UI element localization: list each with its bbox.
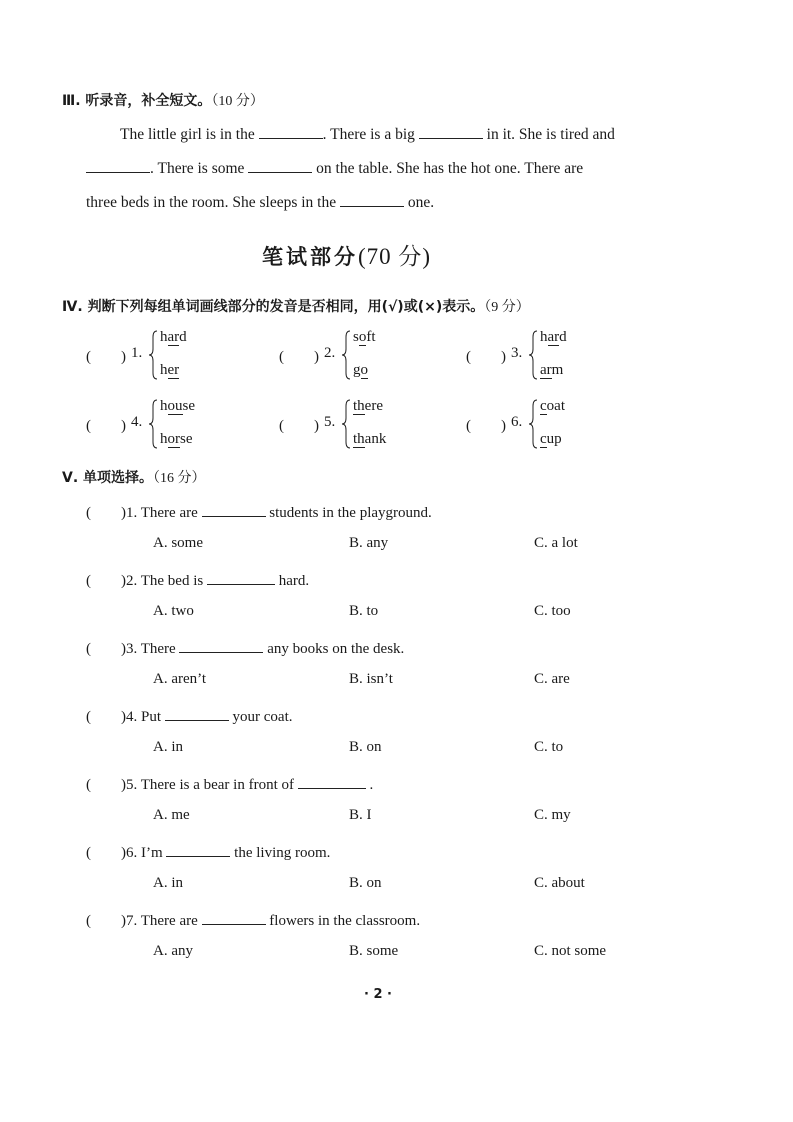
section-5-heading — [62, 467, 206, 487]
question-blank[interactable] — [207, 570, 275, 585]
question-text-after: the living room. — [234, 845, 331, 861]
blank-1[interactable] — [259, 124, 323, 139]
section-3-title: Ⅲ. 听录音，补全短文。 — [62, 93, 212, 109]
section-3-points: （10 分） — [211, 94, 264, 109]
question-blank[interactable] — [202, 910, 266, 925]
answer-paren[interactable]: ( ) — [279, 418, 319, 434]
section-4-title: Ⅳ. 判断下列每组单词画线部分的发音是否相同，用(√)或(×)表示。 — [62, 299, 485, 315]
word-top: hard — [540, 329, 567, 345]
question-line — [86, 773, 373, 794]
question-blank[interactable] — [165, 706, 229, 721]
word-bottom: cup — [540, 431, 562, 447]
item-number: 6. — [511, 414, 523, 430]
passage-text: three beds in the room. She sleeps in the — [86, 194, 337, 211]
answer-paren[interactable]: ( ) — [86, 349, 126, 365]
option-a[interactable]: A. some — [153, 535, 203, 551]
passage-text: . There is a big — [322, 126, 415, 143]
word-pair — [527, 398, 617, 450]
answer-paren[interactable]: ( ) — [86, 505, 126, 521]
section-4-points: （9 分） — [484, 300, 530, 315]
question-text-after: your coat. — [232, 709, 293, 725]
option-b[interactable]: B. any — [349, 535, 389, 551]
question-line — [86, 501, 432, 522]
question-text-after: flowers in the classroom. — [269, 913, 421, 929]
item-number: 3. — [511, 345, 523, 361]
brace-icon — [147, 329, 159, 381]
question-line — [86, 637, 404, 658]
word-pair — [340, 329, 430, 381]
option-c[interactable]: C. my — [534, 807, 571, 823]
question-text-after: hard. — [278, 573, 310, 589]
question-blank[interactable] — [202, 502, 266, 517]
question-text-before: I’m — [141, 845, 163, 861]
question-line — [86, 909, 420, 930]
item-number: 2. — [324, 345, 336, 361]
question-text-after: any books on the desk. — [267, 641, 405, 657]
answer-paren[interactable]: ( ) — [466, 418, 506, 434]
written-part-title — [262, 238, 431, 271]
word-pair — [340, 398, 430, 450]
word-bottom: horse — [160, 431, 193, 447]
option-a[interactable]: A. in — [153, 875, 183, 891]
question-blank[interactable] — [166, 842, 230, 857]
option-a[interactable]: A. two — [153, 603, 194, 619]
question-text-before: There are — [140, 505, 198, 521]
word-bottom: thank — [353, 431, 387, 447]
option-a[interactable]: A. in — [153, 739, 183, 755]
word-top: there — [353, 398, 383, 414]
written-title-points: (70 分) — [358, 244, 432, 269]
passage-text: The little girl is in the — [120, 126, 255, 143]
brace-icon — [527, 398, 539, 450]
passage-line-3 — [86, 192, 434, 212]
brace-icon — [340, 398, 352, 450]
question-number: 6. — [126, 845, 138, 861]
brace-icon — [527, 329, 539, 381]
option-c[interactable]: C. to — [534, 739, 564, 755]
word-pair — [147, 329, 237, 381]
question-number: 4. — [126, 709, 138, 725]
item-number: 4. — [131, 414, 143, 430]
question-number: 2. — [126, 573, 138, 589]
blank-5[interactable] — [340, 192, 404, 207]
option-b[interactable]: B. on — [349, 875, 382, 891]
answer-paren[interactable]: ( ) — [86, 777, 126, 793]
question-text-before: The bed is — [140, 573, 204, 589]
passage-line-2 — [86, 158, 583, 178]
written-title-text: 笔试部分 — [262, 245, 358, 269]
option-b[interactable]: B. some — [349, 943, 399, 959]
option-c[interactable]: C. a lot — [534, 535, 578, 551]
option-a[interactable]: A. any — [153, 943, 193, 959]
item-number: 1. — [131, 345, 143, 361]
question-text-before: Put — [141, 709, 162, 725]
option-b[interactable]: B. I — [349, 807, 372, 823]
passage-text: . There is some — [150, 160, 245, 177]
answer-paren[interactable]: ( ) — [86, 641, 126, 657]
word-pair — [147, 398, 237, 450]
answer-paren[interactable]: ( ) — [86, 709, 126, 725]
passage-text: one. — [407, 194, 435, 211]
section-3-heading — [62, 90, 264, 110]
word-top: house — [160, 398, 195, 414]
option-a[interactable]: A. aren’t — [153, 671, 207, 687]
answer-paren[interactable]: ( ) — [86, 845, 126, 861]
word-bottom: go — [353, 362, 368, 378]
answer-paren[interactable]: ( ) — [86, 913, 126, 929]
question-blank[interactable] — [179, 638, 263, 653]
answer-paren[interactable]: ( ) — [466, 349, 506, 365]
section-4-heading — [62, 296, 530, 316]
question-text-before: There — [140, 641, 176, 657]
question-line — [86, 705, 293, 726]
option-c[interactable]: C. about — [534, 875, 585, 891]
question-number: 3. — [126, 641, 138, 657]
question-number: 1. — [126, 505, 138, 521]
question-text-before: There are — [140, 913, 198, 929]
word-top: hard — [160, 329, 187, 345]
word-pair — [527, 329, 617, 381]
option-b[interactable]: B. on — [349, 739, 382, 755]
item-number: 5. — [324, 414, 336, 430]
word-top: soft — [353, 329, 376, 345]
word-bottom: her — [160, 362, 180, 378]
word-bottom: arm — [540, 362, 564, 378]
blank-4[interactable] — [248, 158, 312, 173]
passage-text: in it. She is tired and — [486, 126, 615, 143]
option-c[interactable]: C. are — [534, 671, 570, 687]
passage-text: on the table. She has the hot one. There are — [316, 160, 584, 177]
option-c[interactable]: C. too — [534, 603, 571, 619]
option-c[interactable]: C. not some — [534, 943, 607, 959]
question-text-after: students in the playground. — [269, 505, 432, 521]
blank-2[interactable] — [419, 124, 483, 139]
answer-paren[interactable]: ( ) — [86, 418, 126, 434]
brace-icon — [147, 398, 159, 450]
question-blank[interactable] — [298, 774, 366, 789]
section-5-points: （16 分） — [153, 471, 206, 486]
section-5-title: Ⅴ. 单项选择。 — [62, 470, 154, 486]
answer-paren[interactable]: ( ) — [86, 573, 126, 589]
blank-3[interactable] — [86, 158, 150, 173]
brace-icon — [340, 329, 352, 381]
option-a[interactable]: A. me — [153, 807, 190, 823]
question-text-before: There is a bear in front of — [140, 777, 295, 793]
question-line — [86, 841, 330, 862]
answer-paren[interactable]: ( ) — [279, 349, 319, 365]
question-number: 5. — [126, 777, 138, 793]
page-number: · 2 · — [364, 987, 392, 1002]
word-top: coat — [540, 398, 565, 414]
option-b[interactable]: B. isn’t — [349, 671, 393, 687]
question-line — [86, 569, 309, 590]
option-b[interactable]: B. to — [349, 603, 379, 619]
passage-line-1 — [120, 124, 615, 144]
question-number: 7. — [126, 913, 138, 929]
question-text-after: . — [369, 777, 374, 793]
